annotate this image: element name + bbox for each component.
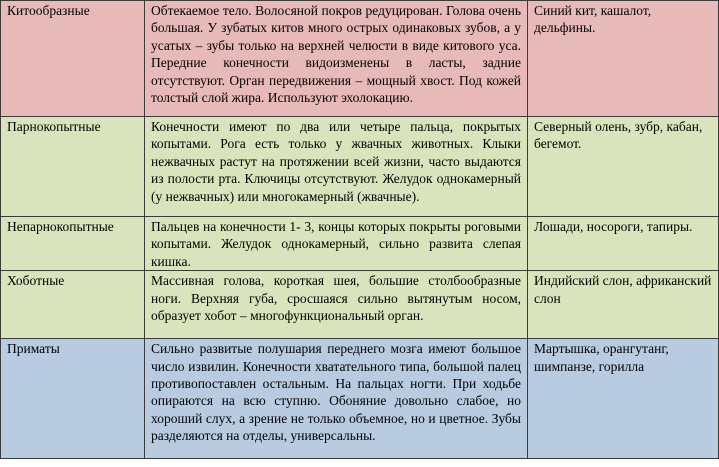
order-description-cell: Обтекаемое тело. Волосяной покров редуцирован. Голова очень большая. У зубатых китов много острых одинаковых зубов, а у усатых – зубы только на верхней челюсти в виде китового уса. Передние конечности видоизменены в ласты, задние отсутствуют. Орган передвижения – мощный хвост. Под кожей толстый слой жира. Используют эхолокацию. xyxy=(145,1,528,117)
order-description-cell: Массивная голова, короткая шея, большие столбообразные ноги. Верхняя губа, сросшаяся сильно вытянутым носом, образует хобот – многофункциональный орган. xyxy=(145,271,528,339)
order-examples-cell: Мартышка, орангутанг, шимпанзе, горилла xyxy=(528,339,719,459)
order-examples-cell: Северный олень, зубр, кабан, бегемот. xyxy=(528,117,719,217)
order-name-cell: Китообразные xyxy=(1,1,145,117)
order-description-cell: Конечности имеют по два или четыре пальца, покрытых копытами. Рога есть только у жвачных животных. Клыки нежвачных растут на протяжении всей жизни, часто выдаются из полости рта. Ключицы отсутствуют. Желудок однокамерный (у нежвачных) или многокамерный (жвачные). xyxy=(145,117,528,217)
table-row xyxy=(1,339,719,459)
order-examples-cell: Лошади, носороги, тапиры. xyxy=(528,217,719,271)
table-row xyxy=(1,117,719,217)
table-row xyxy=(1,271,719,339)
order-name-cell: Парнокопытные xyxy=(1,117,145,217)
order-examples-cell: Индийский слон, африканский слон xyxy=(528,271,719,339)
order-description-cell: Пальцев на конечности 1- 3, концы которых покрыты роговыми копытами. Желудок однокамерный, сильно развита слепая кишка. xyxy=(145,217,528,271)
order-name-cell: Непарнокопытные xyxy=(1,217,145,271)
order-name-cell: Приматы xyxy=(1,339,145,459)
order-description-cell: Сильно развитые полушария переднего мозга имеют большое число извилин. Конечности хватательного типа, большой палец противопоставлен остальным. На пальцах ногти. При ходьбе опираются на всю ступню. Обоняние довольно слабое, но хороший слух, а зрение не только объемное, но и цветное. Зубы разделяются на отделы, универсальны. xyxy=(145,339,528,459)
table-row xyxy=(1,217,719,271)
order-examples-cell: Синий кит, кашалот, дельфины. xyxy=(528,1,719,117)
order-name-cell: Хоботные xyxy=(1,271,145,339)
table-row xyxy=(1,1,719,117)
